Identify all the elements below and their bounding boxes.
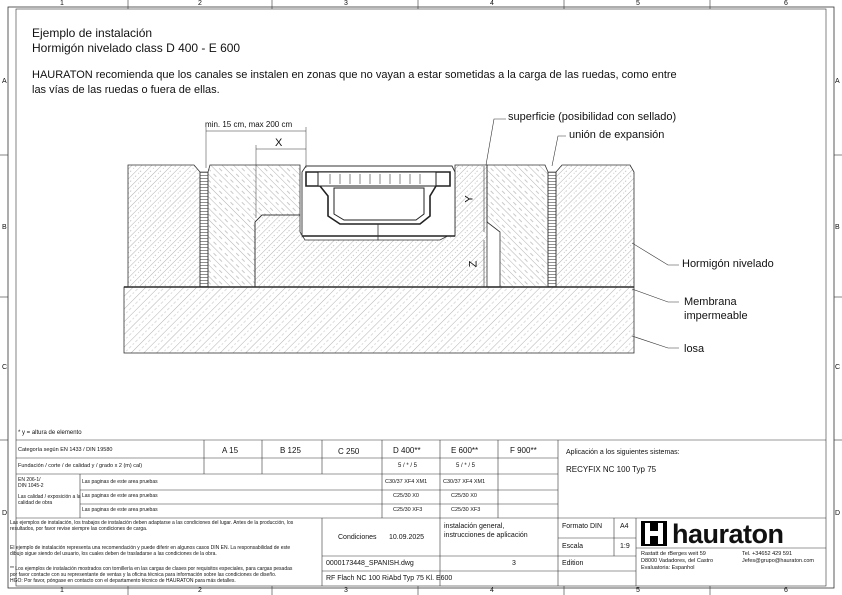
table-category-label: Categoría según EN 1433 / DIN 19580 [18,447,113,453]
company-address-2: D8000 Vadadores, del Castro [641,558,714,564]
grid-col-1-bottom: 1 [60,587,64,594]
class-c250: C 250 [338,447,360,456]
grid-row-a-right: A [835,78,840,85]
note-5: ** Los ejemplos de instalación mostrados con tornillería en las cargas de clases por requisitos especiales, para cargas pesadas [10,566,293,572]
page-title: Ejemplo de instalación [32,26,153,40]
grid-row-c: C [2,364,8,371]
class-d400: D 400** [393,446,421,455]
e-value-1: C30/37 XF4 XM1 [443,479,486,485]
x-dimension-label: X [275,137,283,149]
class-a15: A 15 [222,446,239,455]
dimension-label: min. 15 cm, max 200 cm [205,120,293,129]
grid-col-2-bottom: 2 [198,587,202,594]
file-name: 0000173448_SPANISH.dwg [326,560,414,567]
y-dimension-label: Y [463,195,476,203]
std-label-1: EN 206-1/ [18,477,41,483]
grid-col-4-bottom: 4 [490,587,494,594]
drawing-name: RF Flach NC 100 RiAbd Typ 75 Kl. E600 [326,575,453,582]
conditions-label: Condiciones [338,534,377,541]
note-4: dibujo sigue siendo del usuario, los cuales deben de trasladarse a las condiciones de la obra. [10,551,217,557]
scale-label: Escala [562,543,584,550]
d-value-3: C25/30 XF3 [393,507,423,513]
callout-slab: losa [684,343,705,355]
table-foundation-label: Fundación / corte / de calidad y / grado x 2 (m) cal) [18,463,143,469]
grid-col-4: 4 [490,0,494,7]
hauraton-logo: hauraton [672,519,784,549]
note-6: por favor contacte con su representante de ventas y la oficina técnica para información sobre las condiciones de diseño. [10,572,277,578]
grid-row-d-right: D [835,510,841,517]
callout-expansion-joint: unión de expansión [569,129,665,141]
format-value: A4 [620,523,629,530]
grid-col-5: 5 [636,0,640,7]
e-value-3: C25/30 XF3 [451,507,481,513]
application-system: RECYFIX NC 100 Typ 75 [566,465,657,474]
page-subtitle: Hormigón nivelado class D 400 - E 600 [32,41,241,55]
class-f900: F 900** [510,446,537,455]
note-1: Las ejemplos de instalación, los trabajos de instalación deben adaptarse a las condiciones del lugar. Antes de la producción, los [10,520,294,526]
class-e600: E 600** [451,446,479,455]
grid-row-a: A [2,78,7,85]
note-2: resultados, por favor revise siempre las condiciones de carga. [10,526,148,532]
z-dimension-label: Z [467,260,480,268]
std-note-2: calidad de obra [18,500,53,506]
conditions-date: 10.09.2025 [389,534,425,541]
company-email: Jefes@grupo@hauraton.com [742,558,815,564]
company-phone: Tel. +34652 429 591 [742,551,793,557]
grid-row-d: D [2,510,8,517]
grid-col-3: 3 [344,0,348,7]
scale-value: 1:9 [620,543,630,550]
format-label: Formato DIN [562,523,603,530]
grid-col-3-bottom: 3 [344,587,348,594]
sub-row-3-label: Las paginas de este area pruebas [82,507,158,513]
std-label-2: DIN 1045-2 [18,483,44,489]
callout-concrete: Hormigón nivelado [682,258,774,270]
doc-type-1: instalación general, [444,523,505,530]
callout-surface: superficie (posibilidad con sellado) [508,111,677,123]
e-value-2: C25/30 X0 [451,493,477,499]
d-value-1: C30/37 XF4 XM1 [385,479,428,485]
foundation-e: 5 / * / 5 [456,463,476,469]
doc-type-2: instrucciones de aplicación [444,532,528,539]
footnote: * y = altura de elemento [18,430,82,436]
grid-col-1: 1 [60,0,64,7]
foundation-d: 5 / * / 5 [398,463,418,469]
grid-col-6-bottom: 6 [784,587,788,594]
note-3: El ejemplo de instalación representa una recomendación y puede diferir en algunos casos DIN EN. La responsabilidad de este [10,545,291,551]
grid-col-5-bottom: 5 [636,587,640,594]
callout-membrane-2: impermeable [684,310,748,322]
grid-row-b-right: B [835,224,840,231]
d-value-2: C25/30 X0 [393,493,419,499]
sub-row-2-label: Las paginas de este area pruebas [82,493,158,499]
sheet-number: 3 [512,560,516,567]
application-label: Aplicación a los siguientes sistemas: [566,449,680,456]
grid-col-6: 6 [784,0,788,7]
std-note-1: Las calidad / exposición a la [18,494,81,500]
intro-line-1: HAURATON recomienda que los canales se instalen en zonas que no vayan a estar sometidas a la carga de las ruedas, como entre [32,69,677,81]
company-address-1: Rastatt de rBerges weit 59 [641,551,706,557]
callout-membrane-1: Membrana [684,296,737,308]
note-7: HGO: Por favor, póngase en contacto con el departamento técnico de HAURATON para más detalles. [10,578,236,584]
grid-col-2: 2 [198,0,202,7]
company-address-3: Evaluatoria: Espanhol [641,565,695,571]
intro-line-2: las vías de las ruedas o fuera de ellas. [32,84,220,96]
grid-row-c-right: C [835,364,841,371]
edition-label: Edition [562,560,584,567]
grid-row-b: B [2,224,7,231]
sub-row-1-label: Las paginas de este area pruebas [82,479,158,485]
class-b125: B 125 [280,446,301,455]
